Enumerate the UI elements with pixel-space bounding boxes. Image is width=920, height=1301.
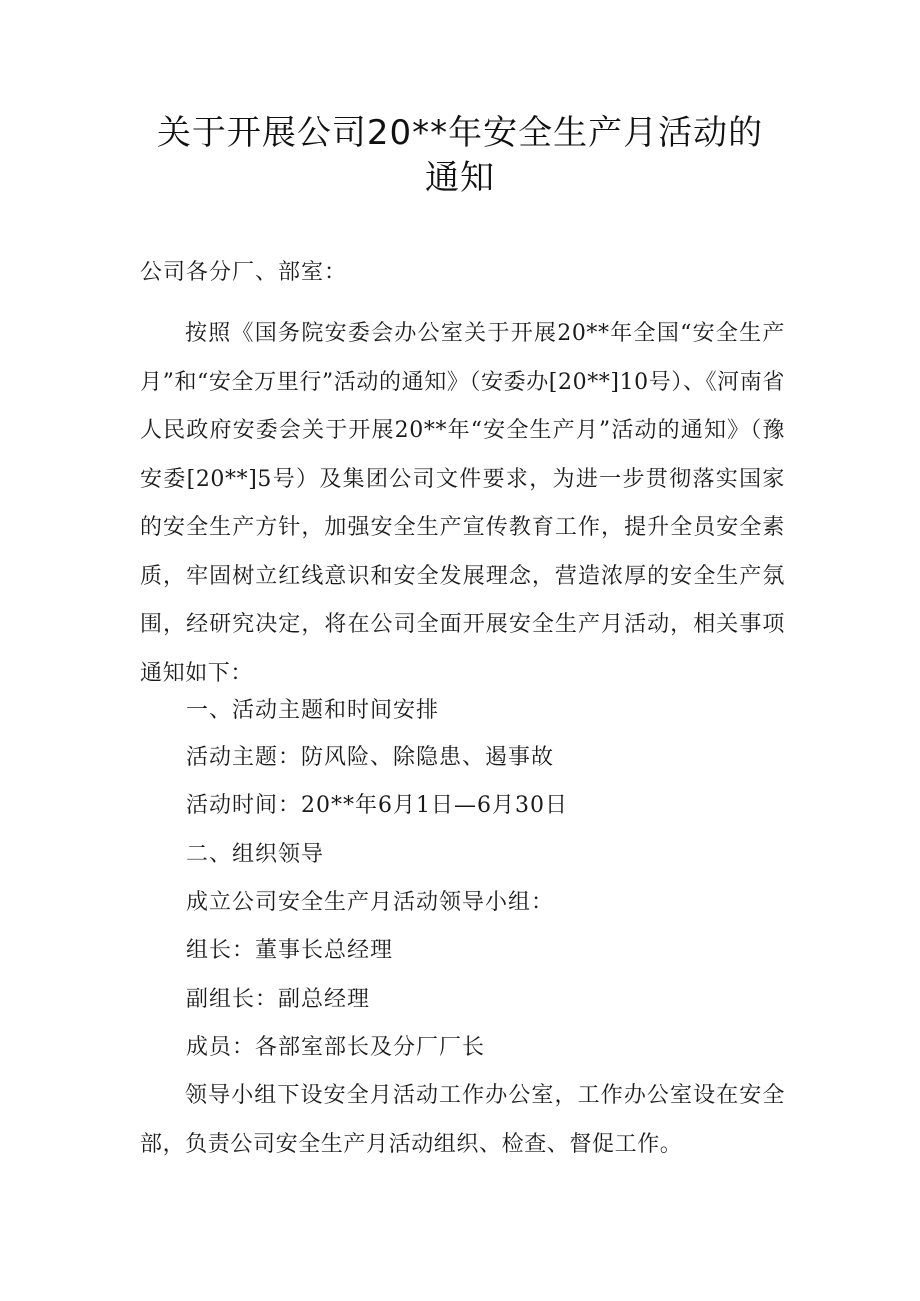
group-members: 成员：各部室部长及分厂厂长: [186, 1035, 486, 1060]
section-2-heading: 二、组织领导: [186, 842, 325, 867]
document-title-line-2: 通知: [425, 158, 495, 198]
intro-paragraph: 按照《国务院安委会办公室关于开展20**年全国“安全生产月”和“安全万里行”活动的通知》（安委办[20**]10号）、《河南省人民政府安委会关于开展20**年“安全生产月”活动的通知》（豫安委[20**]5号）及集团公司文件要求，为进一步贯彻落实国家的安全生产方针，加强安全生产宣传教育工作，提升全员安全素质，牢固树立红线意识和安全发展理念，营造浓厚的安全生产氛围，经研究决定，将在公司全面开展安全生产月活动，相关事项通知如下：: [140, 321, 785, 686]
document-title-line-1: 关于开展公司20**年安全生产月活动的: [156, 113, 764, 153]
activity-time: 活动时间：20**年6月1日—6月30日: [186, 793, 568, 818]
section-1-heading: 一、活动主题和时间安排: [186, 698, 440, 723]
salutation: 公司各分厂、部室：: [140, 260, 348, 285]
vice-group-leader: 副组长：副总经理: [186, 987, 371, 1012]
office-paragraph: 领导小组下设安全月活动工作办公室，工作办公室设在安全部，负责公司安全生产月活动组织、检查、督促工作。: [140, 1083, 785, 1157]
activity-theme: 活动主题：防风险、除隐患、遏事故: [186, 745, 555, 770]
leadership-group-setup: 成立公司安全生产月活动领导小组：: [186, 890, 555, 915]
group-leader: 组长：董事长总经理: [186, 938, 394, 963]
